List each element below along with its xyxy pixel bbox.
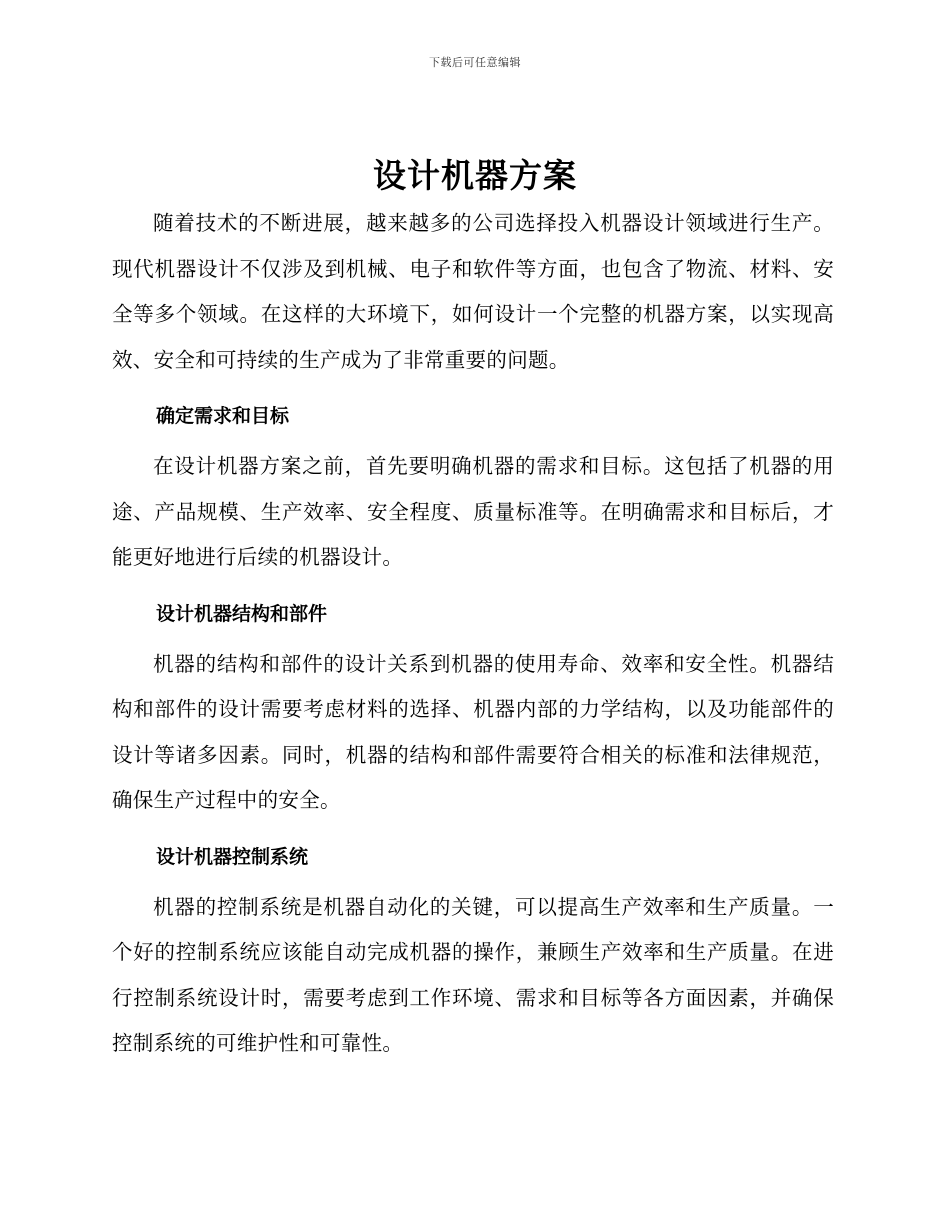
- section-heading-requirements: 确定需求和目标: [156, 405, 290, 427]
- section-heading-structure: 设计机器结构和部件: [156, 602, 328, 625]
- document-body: [112, 201, 834, 1067]
- section-heading-control: 设计机器控制系统: [156, 845, 309, 868]
- section-body-control: 机器的控制系统是机器自动化的关键，可以提高生产效率和生产质量。一个好的控制系统应该能自动完成机器的操作，兼顾生产效率和生产质量。在进行控制系统设计时，需要考虑到工作环境、需求和目标等各方面因素，并确保控制系统的可维护性和可靠性。: [112, 894, 834, 1055]
- intro-paragraph: 随着技术的不断进展，越来越多的公司选择投入机器设计领域进行生产。现代机器设计不仅涉及到机械、电子和软件等方面，也包含了物流、材料、安全等多个领域。在这样的大环境下，如何设计一个完整的机器方案，以实现高效、安全和可持续的生产成为了非常重要的问题。: [112, 211, 834, 372]
- section-body-requirements: 在设计机器方案之前，首先要明确机器的需求和目标。这包括了机器的用途、产品规模、生产效率、安全程度、质量标准等。在明确需求和目标后，才能更好地进行后续的机器设计。: [112, 454, 834, 569]
- section-body-structure: 机器的结构和部件的设计关系到机器的使用寿命、效率和安全性。机器结构和部件的设计需要考虑材料的选择、机器内部的力学结构，以及功能部件的设计等诸多因素。同时，机器的结构和部件需要符合相关的标准和法律规范，确保生产过程中的安全。: [112, 651, 834, 812]
- page-title: 设计机器方案: [373, 156, 577, 195]
- header-note: 下载后可任意编辑: [429, 56, 521, 69]
